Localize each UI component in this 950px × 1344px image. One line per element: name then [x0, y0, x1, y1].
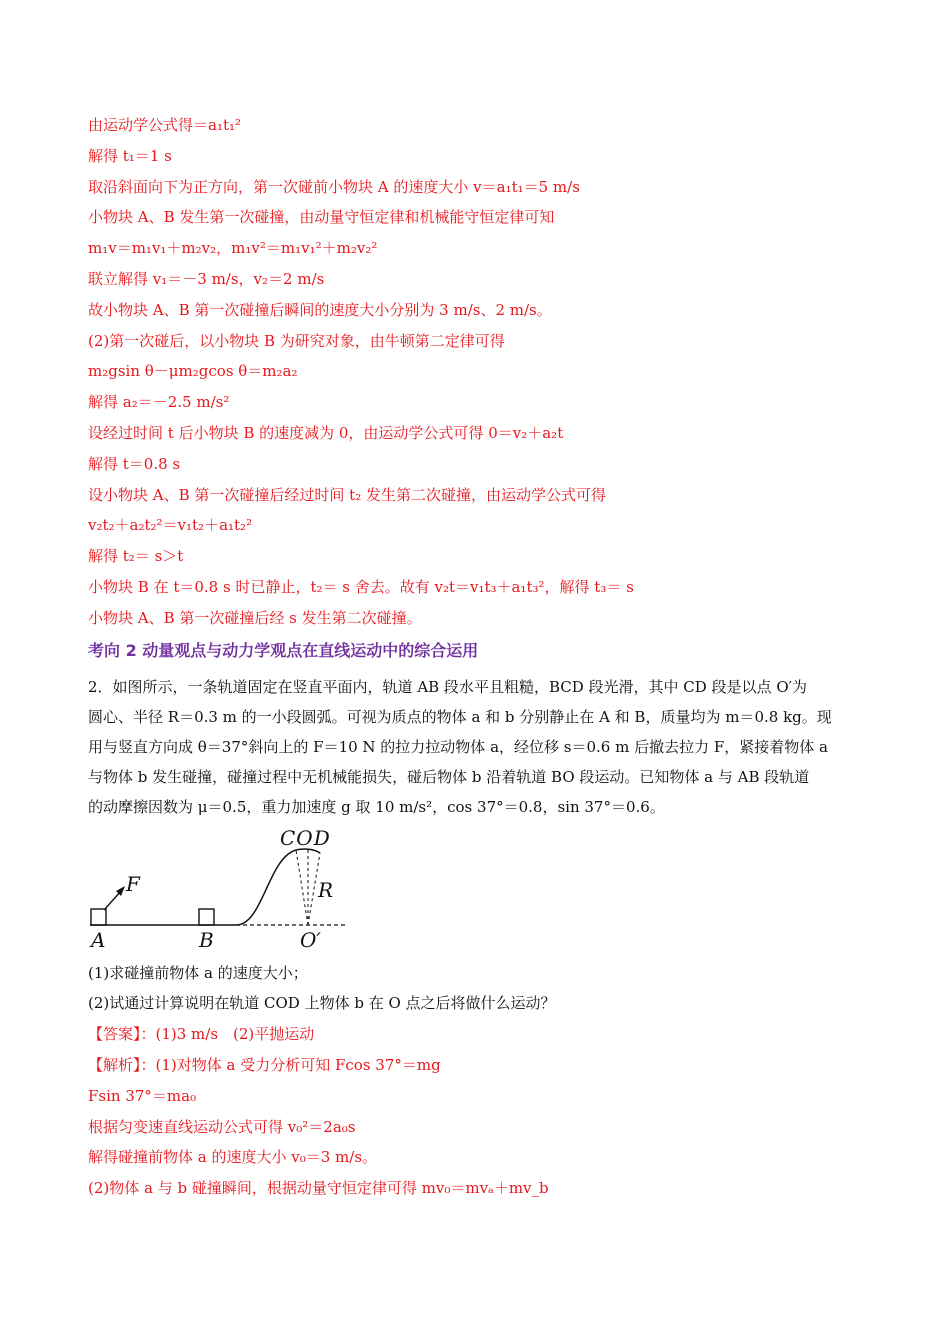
problem-line: 用与竖直方向成 θ＝37°斜向上的 F＝10 N 的拉力拉动物体 a，经位移 s＝0.6 m 后撤去拉力 F，紧接着物体 a	[88, 737, 828, 756]
solution-line: 小物块 A、B 第一次碰撞后经 s 发生第二次碰撞。	[88, 608, 422, 627]
solution-line: m₂gsin θ－μm₂gcos θ＝m₂a₂	[88, 362, 298, 381]
solution-line: (2)第一次碰后，以小物块 B 为研究对象，由牛顿第二定律可得	[88, 331, 505, 350]
solution-line: 取沿斜面向下为正方向，第一次碰前小物块 A 的速度大小 v＝a₁t₁＝5 m/s	[88, 177, 580, 196]
solution-line: 解得 t₂＝ s＞t	[88, 547, 184, 566]
solution-line: 小物块 B 在 t＝0.8 s 时已静止，t₂＝ s 舍去。故有 v₂t＝v₁t₃＋a₁t₃²，解得 t₃＝ s	[88, 577, 634, 596]
solution-line: m₁v＝m₁v₁＋m₂v₂，m₁v²＝m₁v₁²＋m₂v₂²	[88, 239, 378, 258]
problem-line: 与物体 b 发生碰撞，碰撞过程中无机械能损失，碰后物体 b 沿着轨道 BO 段运动。已知物体 a 与 AB 段轨道	[88, 767, 810, 786]
block-b	[199, 909, 214, 925]
answer-line: 【解析】：(1)对物体 a 受力分析可知 Fcos 37°＝mg	[88, 1055, 441, 1074]
track-bcd	[236, 849, 320, 925]
section-heading: 考向 2 动量观点与动力学观点在直线运动中的综合运用	[88, 640, 479, 660]
label-o-prime: O′	[300, 927, 321, 952]
label-a: A	[91, 927, 106, 952]
label-r: R	[318, 877, 334, 902]
solution-line: 故小物块 A、B 第一次碰撞后瞬间的速度大小分别为 3 m/s、2 m/s。	[88, 300, 552, 319]
solution-line: 解得 a₂＝－2.5 m/s²	[88, 393, 230, 412]
label-cod: COD	[280, 825, 331, 850]
answer-section	[88, 1019, 866, 1204]
question-line: (1)求碰撞前物体 a 的速度大小；	[88, 963, 308, 982]
document-page	[88, 110, 866, 1204]
label-b: B	[199, 927, 214, 952]
problem-statement	[88, 672, 866, 822]
solution-line: 由运动学公式得＝a₁t₁²	[88, 116, 242, 134]
answer-line: Fsin 37°＝ma₀	[88, 1086, 197, 1105]
block-a	[91, 909, 106, 925]
question-line: (2)试通过计算说明在轨道 COD 上物体 b 在 O 点之后将做什么运动？	[88, 994, 556, 1013]
solution-line: 小物块 A、B 发生第一次碰撞，由动量守恒定律和机械能守恒定律可知	[88, 208, 555, 227]
problem-line: 2．如图所示，一条轨道固定在竖直平面内，轨道 AB 段水平且粗糙，BCD 段光滑，其中 CD 段是以点 O′为	[88, 677, 808, 696]
radius-line	[296, 850, 308, 925]
solution-line: 联立解得 v₁＝－3 m/s，v₂＝2 m/s	[88, 269, 325, 288]
solution-line: v₂t₂＋a₂t₂²＝v₁t₂＋a₁t₂²	[88, 516, 253, 535]
label-f: F	[126, 871, 140, 896]
answer-line: 【答案】：(1)3 m/s (2)平抛运动	[88, 1025, 315, 1044]
solution-line: 解得 t₁＝1 s	[88, 146, 172, 165]
solution-line: 设小物块 A、B 第一次碰撞后经过时间 t₂ 发生第二次碰撞，由运动学公式可得	[88, 485, 606, 504]
problem-line: 圆心、半径 R＝0.3 m 的一小段圆弧。可视为质点的物体 a 和 b 分别静止在 A 和 B，质量均为 m＝0.8 kg。现	[88, 707, 832, 726]
questions	[88, 958, 866, 1020]
solution-section	[88, 110, 866, 634]
answer-line: (2)物体 a 与 b 碰撞瞬间，根据动量守恒定律可得 mv₀＝mvₐ＋mv_b	[88, 1179, 549, 1198]
problem-line: 的动摩擦因数为 μ＝0.5，重力加速度 g 取 10 m/s²，cos 37°＝0.8，sin 37°＝0.6。	[88, 797, 665, 816]
track-diagram	[88, 825, 348, 956]
answer-line: 解得碰撞前物体 a 的速度大小 v₀＝3 m/s。	[88, 1148, 378, 1167]
answer-line: 根据匀变速直线运动公式可得 v₀²＝2a₀s	[88, 1117, 356, 1136]
solution-line: 解得 t＝0.8 s	[88, 454, 181, 473]
solution-line: 设经过时间 t 后小物块 B 的速度减为 0，由运动学公式可得 0＝v₂＋a₂t	[88, 423, 564, 442]
